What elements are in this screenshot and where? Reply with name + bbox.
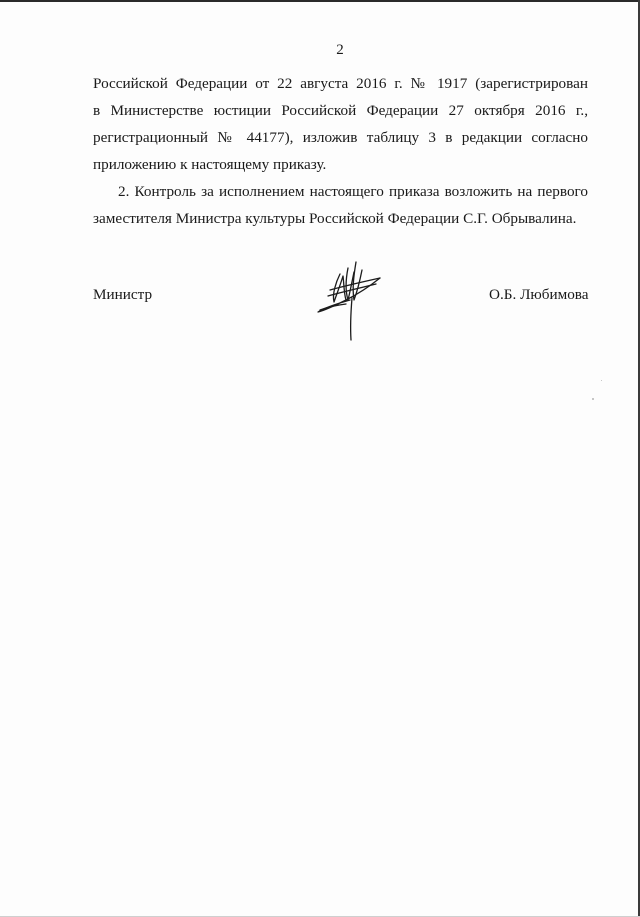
- paragraph-line: приложению к настоящему приказу.: [93, 156, 327, 173]
- paragraph-line: Российской Федерации от 22 августа 2016 г. № 1917 (зарегистрирован: [93, 75, 588, 92]
- signer-title: Министр: [93, 286, 153, 303]
- paragraph-control: [93, 178, 588, 232]
- paragraph-line: заместителя Министра культуры Российской Федерации С.Г. Обрывалина.: [93, 210, 577, 227]
- paragraph-line: 2. Контроль за исполнением настоящего приказа возложить на первого: [118, 183, 588, 200]
- scan-speck: [592, 398, 594, 400]
- paragraph-line: регистрационный № 44177), изложив таблицу 3 в редакции согласно: [93, 129, 588, 146]
- scan-speck: [601, 380, 602, 381]
- document-body: [93, 70, 588, 232]
- paragraph-amendment: [93, 70, 588, 178]
- handwritten-signature: [310, 250, 390, 345]
- page-number: 2: [336, 42, 344, 58]
- scan-edge-top: [0, 0, 640, 2]
- signer-name: О.Б. Любимова: [489, 286, 589, 303]
- paragraph-line: в Министерстве юстиции Российской Федерации 27 октября 2016 г.,: [93, 102, 588, 119]
